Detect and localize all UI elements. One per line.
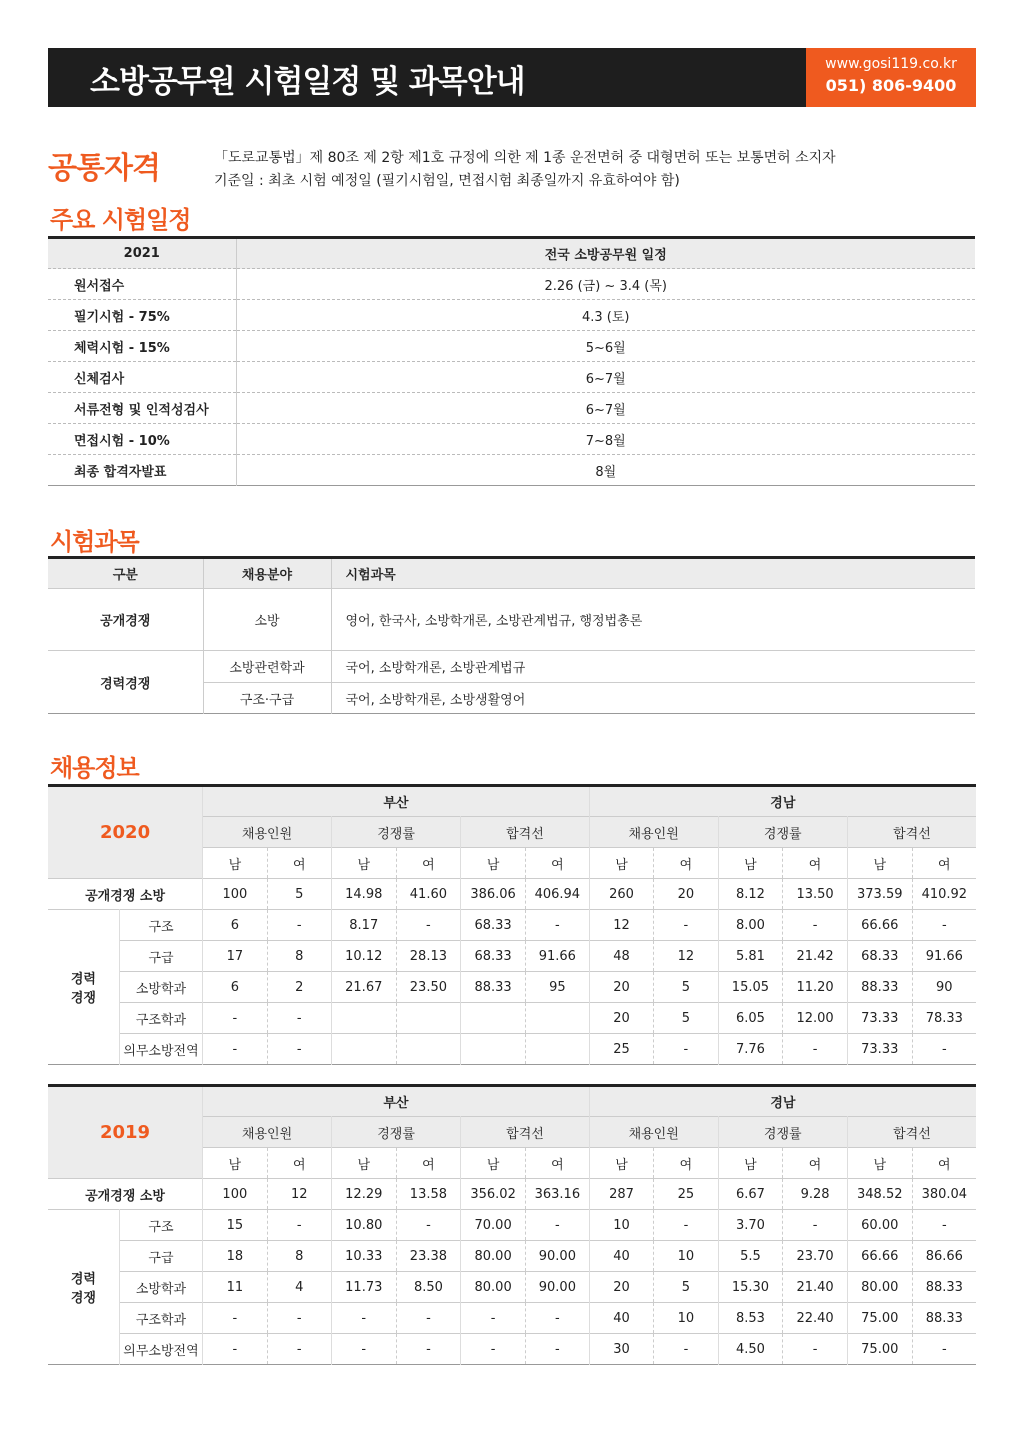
schedule-row-label: 면접시험 - 10% xyxy=(48,424,236,455)
table-cell: 88.33 xyxy=(912,1272,976,1303)
table-cell: 60.00 xyxy=(847,1210,912,1241)
table-cell: - xyxy=(912,910,976,941)
table-cell: - xyxy=(654,1210,718,1241)
gender-header: 남 xyxy=(847,848,912,879)
table-cell: 410.92 xyxy=(912,879,976,910)
career-label-line-1: 경력 xyxy=(70,972,96,987)
table-cell: - xyxy=(267,1034,331,1065)
schedule-header-year: 2021 xyxy=(48,238,236,269)
table-cell: 10.80 xyxy=(331,1210,396,1241)
table-cell: 6 xyxy=(203,972,267,1003)
schedule-row-value: 6~7월 xyxy=(236,393,975,424)
gender-header: 여 xyxy=(783,1148,848,1179)
table-cell: 86.66 xyxy=(912,1241,976,1272)
table-cell xyxy=(525,1034,589,1065)
table-cell: 17 xyxy=(203,941,267,972)
table-cell: 88.33 xyxy=(847,972,912,1003)
table-cell: 348.52 xyxy=(847,1179,912,1210)
table-cell: 5.81 xyxy=(718,941,783,972)
table-cell: - xyxy=(525,1210,589,1241)
career-competition-label xyxy=(48,910,119,1065)
table-cell: - xyxy=(267,1210,331,1241)
gender-header: 여 xyxy=(654,848,718,879)
table-cell xyxy=(525,1003,589,1034)
table-cell: 12 xyxy=(654,941,718,972)
table-cell: - xyxy=(396,910,461,941)
page-header xyxy=(48,48,976,107)
gender-header: 여 xyxy=(525,848,589,879)
sub-header: 경쟁률 xyxy=(331,817,460,848)
gender-header: 남 xyxy=(718,848,783,879)
region-gyeongnam: 경남 xyxy=(589,786,976,817)
recruit-table-2020 xyxy=(48,784,976,1065)
subjects-career-field-1: 소방관련학과 xyxy=(203,651,331,683)
sub-header: 경쟁률 xyxy=(718,817,847,848)
table-cell: 6 xyxy=(203,910,267,941)
gender-header: 여 xyxy=(783,848,848,879)
career-field-label: 구급 xyxy=(119,1241,202,1272)
table-cell xyxy=(396,1003,461,1034)
career-field-label: 구조 xyxy=(119,910,202,941)
table-cell: 5 xyxy=(654,1003,718,1034)
table-cell: 68.33 xyxy=(461,941,526,972)
table-cell: 10 xyxy=(654,1241,718,1272)
table-cell: 2 xyxy=(267,972,331,1003)
sub-header: 합격선 xyxy=(461,817,590,848)
career-competition-label xyxy=(48,1210,119,1365)
schedule-row-value: 5~6월 xyxy=(236,331,975,362)
table-cell: - xyxy=(654,1334,718,1365)
table-cell: 25 xyxy=(589,1034,653,1065)
table-cell: 75.00 xyxy=(847,1334,912,1365)
subjects-open-field: 소방 xyxy=(203,589,331,651)
qualification-title: 공통자격 xyxy=(48,151,160,186)
table-cell: 5 xyxy=(267,879,331,910)
table-cell: 10 xyxy=(654,1303,718,1334)
table-cell: 356.02 xyxy=(461,1179,526,1210)
table-cell: 7.76 xyxy=(718,1034,783,1065)
table-cell xyxy=(461,1003,526,1034)
table-cell: 9.28 xyxy=(783,1179,848,1210)
table-cell: - xyxy=(267,1003,331,1034)
table-cell: - xyxy=(203,1034,267,1065)
table-cell: 68.33 xyxy=(461,910,526,941)
table-cell: 8.53 xyxy=(718,1303,783,1334)
sub-header: 경쟁률 xyxy=(331,1117,460,1148)
table-cell: 21.40 xyxy=(783,1272,848,1303)
subjects-header-subjects: 시험과목 xyxy=(331,558,975,589)
table-cell: 5.5 xyxy=(718,1241,783,1272)
table-cell: 20 xyxy=(589,972,653,1003)
table-cell: 73.33 xyxy=(847,1003,912,1034)
recruit-table-2019 xyxy=(48,1084,976,1365)
gender-header: 남 xyxy=(847,1148,912,1179)
gender-header: 남 xyxy=(331,848,396,879)
sub-header: 채용인원 xyxy=(203,1117,332,1148)
table-cell: 20 xyxy=(589,1003,653,1034)
sub-header: 합격선 xyxy=(847,1117,976,1148)
table-cell: 40 xyxy=(589,1303,653,1334)
subjects-career-list-2: 국어, 소방학개론, 소방생활영어 xyxy=(331,683,975,714)
career-label-line-2: 경쟁 xyxy=(70,991,96,1006)
gender-header: 남 xyxy=(461,848,526,879)
table-cell: 48 xyxy=(589,941,653,972)
sub-header: 경쟁률 xyxy=(718,1117,847,1148)
gender-header: 남 xyxy=(331,1148,396,1179)
gender-header: 여 xyxy=(912,1148,976,1179)
table-cell: 100 xyxy=(203,1179,267,1210)
open-competition-label: 공개경쟁 소방 xyxy=(48,879,203,910)
table-cell: 80.00 xyxy=(461,1241,526,1272)
subjects-header-field: 채용분야 xyxy=(203,558,331,589)
schedule-row xyxy=(48,331,975,362)
open-competition-label: 공개경쟁 소방 xyxy=(48,1179,203,1210)
table-cell: 41.60 xyxy=(396,879,461,910)
gender-header: 남 xyxy=(203,848,267,879)
career-label-line-1: 경력 xyxy=(70,1272,96,1287)
gender-header: 남 xyxy=(589,848,653,879)
table-cell: 90.00 xyxy=(525,1241,589,1272)
table-cell: - xyxy=(783,1034,848,1065)
table-cell: - xyxy=(525,1303,589,1334)
table-cell: 73.33 xyxy=(847,1034,912,1065)
table-cell: 25 xyxy=(654,1179,718,1210)
schedule-row-label: 원서접수 xyxy=(48,269,236,300)
table-cell: 6.05 xyxy=(718,1003,783,1034)
table-cell: 287 xyxy=(589,1179,653,1210)
gender-header: 여 xyxy=(912,848,976,879)
phone-number: 051) 806-9400 xyxy=(825,76,957,95)
table-cell: - xyxy=(331,1334,396,1365)
table-cell: 8 xyxy=(267,1241,331,1272)
subjects-open-type: 공개경쟁 xyxy=(48,589,203,651)
table-cell: 10.12 xyxy=(331,941,396,972)
table-cell: - xyxy=(396,1210,461,1241)
table-cell: 75.00 xyxy=(847,1303,912,1334)
table-cell: 95 xyxy=(525,972,589,1003)
schedule-row-label: 신체검사 xyxy=(48,362,236,393)
career-field-label: 소방학과 xyxy=(119,1272,202,1303)
gender-header: 여 xyxy=(267,848,331,879)
schedule-row-value: 4.3 (토) xyxy=(236,300,975,331)
schedule-row xyxy=(48,455,975,486)
table-cell: - xyxy=(461,1334,526,1365)
schedule-title: 주요 시험일정 xyxy=(50,206,191,234)
gender-header: 여 xyxy=(396,1148,461,1179)
table-cell: 406.94 xyxy=(525,879,589,910)
schedule-row-value: 8월 xyxy=(236,455,975,486)
table-cell: 8.50 xyxy=(396,1272,461,1303)
schedule-row-label: 최종 합격자발표 xyxy=(48,455,236,486)
region-busan: 부산 xyxy=(203,1086,590,1117)
table-cell: 12.29 xyxy=(331,1179,396,1210)
schedule-header-desc: 전국 소방공무원 일정 xyxy=(236,238,975,269)
table-cell: 66.66 xyxy=(847,1241,912,1272)
table-cell xyxy=(461,1034,526,1065)
table-cell: 5 xyxy=(654,972,718,1003)
table-cell: - xyxy=(267,1303,331,1334)
table-cell: 380.04 xyxy=(912,1179,976,1210)
table-cell: 23.50 xyxy=(396,972,461,1003)
table-cell: 13.50 xyxy=(783,879,848,910)
table-cell: 68.33 xyxy=(847,941,912,972)
table-cell: 20 xyxy=(654,879,718,910)
table-cell: - xyxy=(654,1034,718,1065)
career-field-label: 구급 xyxy=(119,941,202,972)
schedule-row-value: 2.26 (금) ~ 3.4 (목) xyxy=(236,269,975,300)
table-cell: - xyxy=(912,1334,976,1365)
table-cell: 8 xyxy=(267,941,331,972)
table-cell: 10.33 xyxy=(331,1241,396,1272)
table-cell: 88.33 xyxy=(461,972,526,1003)
table-cell: 23.38 xyxy=(396,1241,461,1272)
table-cell: 260 xyxy=(589,879,653,910)
table-cell: 100 xyxy=(203,879,267,910)
table-cell: - xyxy=(396,1303,461,1334)
qualification-text-2: 기준일 : 최초 시험 예정일 (필기시험일, 면접시험 최종일까지 유효하여야 함) xyxy=(214,173,680,189)
region-gyeongnam: 경남 xyxy=(589,1086,976,1117)
table-cell: 21.67 xyxy=(331,972,396,1003)
gender-header: 여 xyxy=(267,1148,331,1179)
table-cell: 22.40 xyxy=(783,1303,848,1334)
schedule-row xyxy=(48,362,975,393)
gender-header: 여 xyxy=(396,848,461,879)
schedule-table xyxy=(48,236,975,486)
table-cell: 363.16 xyxy=(525,1179,589,1210)
gender-header: 남 xyxy=(589,1148,653,1179)
recruit-year: 2020 xyxy=(48,786,203,879)
table-cell: 12.00 xyxy=(783,1003,848,1034)
table-cell: - xyxy=(783,1334,848,1365)
table-cell xyxy=(396,1034,461,1065)
schedule-row-label: 체력시험 - 15% xyxy=(48,331,236,362)
table-cell: - xyxy=(203,1003,267,1034)
contact-box xyxy=(806,48,976,107)
recruit-title: 채용정보 xyxy=(50,754,139,782)
table-cell: 91.66 xyxy=(525,941,589,972)
table-cell: 4 xyxy=(267,1272,331,1303)
table-cell: - xyxy=(267,910,331,941)
table-cell: 15.30 xyxy=(718,1272,783,1303)
table-cell: 80.00 xyxy=(847,1272,912,1303)
table-cell: - xyxy=(461,1303,526,1334)
table-cell: 8.12 xyxy=(718,879,783,910)
table-cell: 15 xyxy=(203,1210,267,1241)
subjects-career-type: 경력경쟁 xyxy=(48,651,203,714)
sub-header: 채용인원 xyxy=(203,817,332,848)
table-cell: 6.67 xyxy=(718,1179,783,1210)
schedule-row-label: 서류전형 및 인적성검사 xyxy=(48,393,236,424)
table-cell: 5 xyxy=(654,1272,718,1303)
table-cell: 30 xyxy=(589,1334,653,1365)
subjects-career-field-2: 구조·구급 xyxy=(203,683,331,714)
subjects-title: 시험과목 xyxy=(50,528,139,556)
table-cell: 12 xyxy=(267,1179,331,1210)
schedule-row xyxy=(48,393,975,424)
table-cell xyxy=(331,1003,396,1034)
table-cell: 14.98 xyxy=(331,879,396,910)
table-cell: - xyxy=(203,1334,267,1365)
career-field-label: 의무소방전역 xyxy=(119,1334,202,1365)
table-cell: 21.42 xyxy=(783,941,848,972)
schedule-row-value: 7~8월 xyxy=(236,424,975,455)
schedule-row xyxy=(48,424,975,455)
table-cell: 80.00 xyxy=(461,1272,526,1303)
region-busan: 부산 xyxy=(203,786,590,817)
table-cell: 18 xyxy=(203,1241,267,1272)
gender-header: 남 xyxy=(203,1148,267,1179)
career-field-label: 의무소방전역 xyxy=(119,1034,202,1065)
table-cell: 11 xyxy=(203,1272,267,1303)
schedule-row-value: 6~7월 xyxy=(236,362,975,393)
schedule-row xyxy=(48,300,975,331)
table-cell: 28.13 xyxy=(396,941,461,972)
qualification-text-1: 「도로교통법」제 80조 제 2항 제1호 규정에 의한 제 1종 운전면허 중 대형면허 또는 보통면허 소지자 xyxy=(214,150,836,166)
gender-header: 남 xyxy=(461,1148,526,1179)
gender-header: 남 xyxy=(718,1148,783,1179)
table-cell: 90.00 xyxy=(525,1272,589,1303)
table-cell: 11.20 xyxy=(783,972,848,1003)
table-cell: - xyxy=(783,910,848,941)
table-cell: - xyxy=(525,1334,589,1365)
table-cell: 8.00 xyxy=(718,910,783,941)
subjects-table xyxy=(48,556,975,714)
table-cell: 13.58 xyxy=(396,1179,461,1210)
table-cell: 90 xyxy=(912,972,976,1003)
sub-header: 채용인원 xyxy=(589,1117,718,1148)
table-cell: - xyxy=(525,910,589,941)
career-field-label: 소방학과 xyxy=(119,972,202,1003)
career-field-label: 구조 xyxy=(119,1210,202,1241)
table-cell: 23.70 xyxy=(783,1241,848,1272)
table-cell: 12 xyxy=(589,910,653,941)
table-cell: 15.05 xyxy=(718,972,783,1003)
table-cell: 91.66 xyxy=(912,941,976,972)
subjects-header-category: 구분 xyxy=(48,558,203,589)
table-cell: - xyxy=(912,1210,976,1241)
website-url[interactable]: www.gosi119.co.kr xyxy=(825,56,957,72)
table-cell xyxy=(331,1034,396,1065)
table-cell: 10 xyxy=(589,1210,653,1241)
table-cell: - xyxy=(396,1334,461,1365)
table-cell: - xyxy=(267,1334,331,1365)
career-field-label: 구조학과 xyxy=(119,1003,202,1034)
subjects-career-list-1: 국어, 소방학개론, 소방관계법규 xyxy=(331,651,975,683)
career-field-label: 구조학과 xyxy=(119,1303,202,1334)
table-cell: - xyxy=(331,1303,396,1334)
table-cell: 3.70 xyxy=(718,1210,783,1241)
table-cell: 70.00 xyxy=(461,1210,526,1241)
table-cell: 8.17 xyxy=(331,910,396,941)
gender-header: 여 xyxy=(654,1148,718,1179)
table-cell: 88.33 xyxy=(912,1303,976,1334)
page-title: 소방공무원 시험일정 및 과목안내 xyxy=(90,64,525,100)
table-cell: 20 xyxy=(589,1272,653,1303)
sub-header: 합격선 xyxy=(461,1117,590,1148)
table-cell: - xyxy=(783,1210,848,1241)
table-cell: 4.50 xyxy=(718,1334,783,1365)
subjects-open-list: 영어, 한국사, 소방학개론, 소방관계법규, 행정법총론 xyxy=(331,589,975,651)
sub-header: 합격선 xyxy=(847,817,976,848)
table-cell: - xyxy=(203,1303,267,1334)
table-cell: 373.59 xyxy=(847,879,912,910)
schedule-row xyxy=(48,269,975,300)
table-cell: - xyxy=(654,910,718,941)
table-cell: 40 xyxy=(589,1241,653,1272)
gender-header: 여 xyxy=(525,1148,589,1179)
table-cell: 386.06 xyxy=(461,879,526,910)
table-cell: 66.66 xyxy=(847,910,912,941)
schedule-row-label: 필기시험 - 75% xyxy=(48,300,236,331)
recruit-year: 2019 xyxy=(48,1086,203,1179)
table-cell: 11.73 xyxy=(331,1272,396,1303)
career-label-line-2: 경쟁 xyxy=(70,1291,96,1306)
table-cell: 78.33 xyxy=(912,1003,976,1034)
sub-header: 채용인원 xyxy=(589,817,718,848)
table-cell: - xyxy=(912,1034,976,1065)
